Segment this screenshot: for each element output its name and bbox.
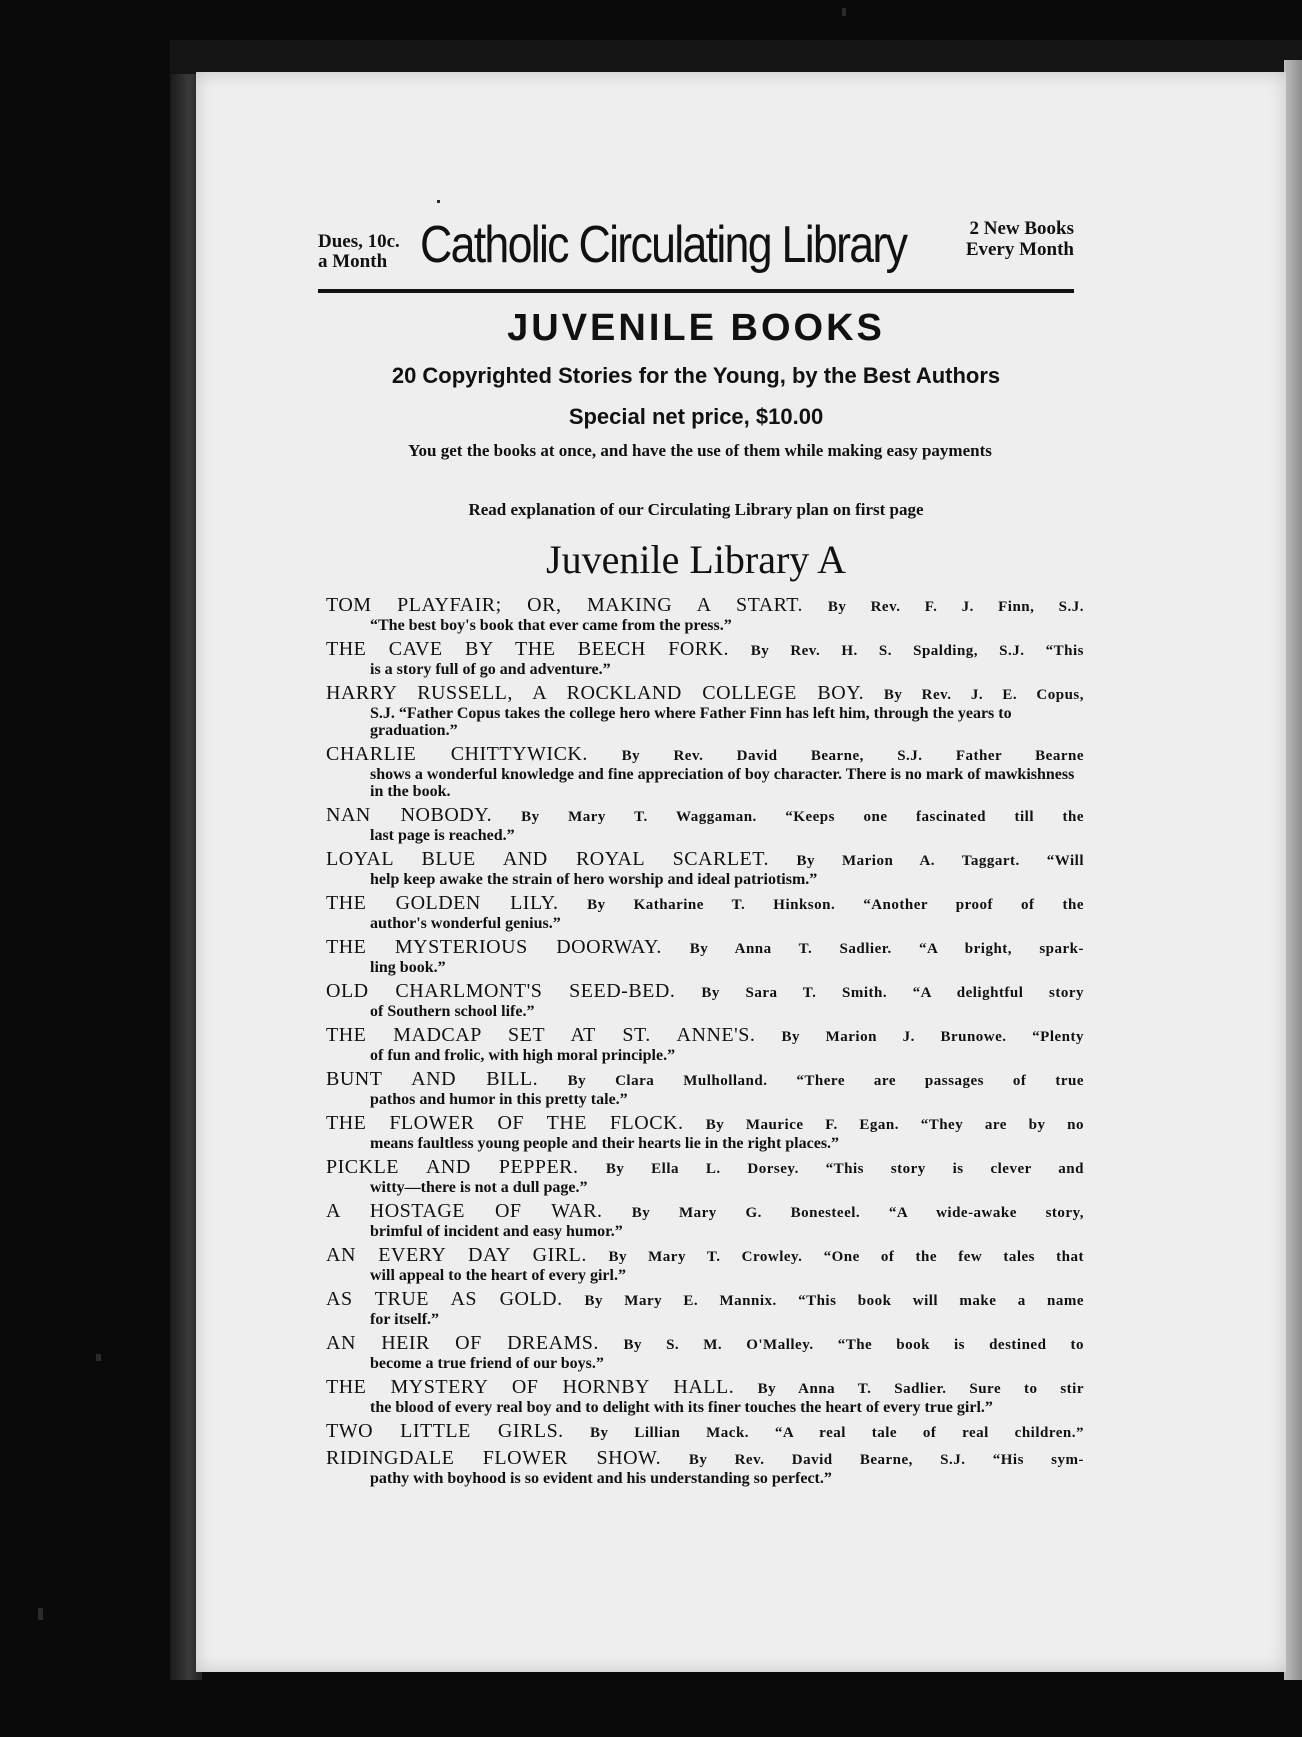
book-entry bbox=[326, 745, 1084, 800]
book-description: of fun and frolic, with high moral principle.” bbox=[370, 1047, 676, 1064]
book-description: is a story full of go and adventure.” bbox=[370, 661, 611, 678]
book-entry bbox=[326, 850, 1084, 888]
book-entry bbox=[326, 1422, 1084, 1443]
book-title: AS TRUE AS GOLD. bbox=[326, 1290, 563, 1310]
book-author-note: By Rev. David Bearne, S.J. “His sym- bbox=[688, 1452, 1084, 1468]
book-first-line bbox=[326, 938, 1084, 959]
book-entry bbox=[326, 640, 1084, 678]
book-description: help keep awake the strain of hero worship and ideal patriotism.” bbox=[370, 871, 818, 888]
explanation-note: Read explanation of our Circulating Library plan on first page bbox=[468, 500, 924, 519]
book-first-line bbox=[326, 640, 1084, 661]
book-entry bbox=[326, 1202, 1084, 1240]
book-first-line bbox=[326, 684, 1084, 705]
book-description: will appeal to the heart of every girl.” bbox=[370, 1267, 626, 1284]
book-title: THE GOLDEN LILY. bbox=[326, 894, 559, 914]
book-title: THE FLOWER OF THE FLOCK. bbox=[326, 1114, 684, 1134]
book-title: TOM PLAYFAIR; OR, MAKING A START. bbox=[326, 596, 804, 616]
book-author-note: By Mary G. Bonesteel. “A wide-awake story, bbox=[631, 1205, 1084, 1221]
book-first-line bbox=[326, 745, 1084, 766]
speck bbox=[437, 200, 440, 203]
page-headline: JUVENILE BOOKS bbox=[507, 307, 885, 349]
book-entry bbox=[326, 894, 1084, 932]
dues-line-1: Dues, 10c. bbox=[318, 231, 400, 252]
book-title: RIDINGDALE FLOWER SHOW. bbox=[326, 1449, 662, 1469]
book-first-line bbox=[326, 1202, 1084, 1223]
book-entry bbox=[326, 1158, 1084, 1196]
book-first-line bbox=[326, 1422, 1084, 1443]
book-entry bbox=[326, 982, 1084, 1020]
dues-notice bbox=[318, 232, 418, 272]
book-description: brimful of incident and easy humor.” bbox=[370, 1223, 623, 1240]
book-title: PICKLE AND PEPPER. bbox=[326, 1158, 579, 1178]
book-description: pathos and humor in this pretty tale.” bbox=[370, 1091, 628, 1108]
book-entry bbox=[326, 1246, 1084, 1284]
book-entry bbox=[326, 1290, 1084, 1328]
book-first-line bbox=[326, 1246, 1084, 1267]
book-entry bbox=[326, 596, 1084, 634]
book-author-note: By Mary E. Mannix. “This book will make a name bbox=[584, 1293, 1084, 1309]
book-entry bbox=[326, 684, 1084, 739]
book-title: HARRY RUSSELL, A ROCKLAND COLLEGE BOY. bbox=[326, 684, 865, 704]
book-author-note: By Rev. J. E. Copus, bbox=[883, 687, 1084, 703]
book-title: OLD CHARLMONT'S SEED-BED. bbox=[326, 982, 676, 1002]
book-title: A HOSTAGE OF WAR. bbox=[326, 1202, 603, 1222]
book-first-line bbox=[326, 1378, 1084, 1399]
book-entry bbox=[326, 1449, 1084, 1487]
book-first-line bbox=[326, 1449, 1084, 1470]
book-entry bbox=[326, 1026, 1084, 1064]
dues-line-2: a Month bbox=[318, 251, 388, 272]
book-description: “The best boy's book that ever came from the press.” bbox=[370, 617, 732, 634]
book-author-note: By Marion A. Taggart. “Will bbox=[796, 853, 1084, 869]
book-author-note: By Clara Mulholland. “There are passages of true bbox=[567, 1073, 1084, 1089]
library-title: Catholic Circulating Library bbox=[420, 216, 907, 274]
book-list bbox=[326, 596, 1084, 1493]
page-stack-edge bbox=[1284, 60, 1302, 1680]
book-author-note: By Ella L. Dorsey. “This story is clever and bbox=[605, 1161, 1084, 1177]
new-books-notice bbox=[934, 218, 1074, 260]
book-author-note: By Rev. F. J. Finn, S.J. bbox=[827, 599, 1084, 615]
book-first-line bbox=[326, 894, 1084, 915]
book-description: of Southern school life.” bbox=[370, 1003, 535, 1020]
book-author-note: By Maurice F. Egan. “They are by no bbox=[705, 1117, 1084, 1133]
book-description: last page is reached.” bbox=[370, 827, 515, 844]
book-description: shows a wonderful knowledge and fine appreciation of boy character. There is no mark of mawkishness in the book. bbox=[370, 766, 1075, 800]
book-description: witty—there is not a dull page.” bbox=[370, 1179, 588, 1196]
book-first-line bbox=[326, 982, 1084, 1003]
book-author-note: By S. M. O'Malley. “The book is destined to bbox=[623, 1337, 1084, 1353]
subtitle: 20 Copyrighted Stories for the Young, by the Best Authors bbox=[391, 363, 1001, 388]
book-title: THE MADCAP SET AT ST. ANNE'S. bbox=[326, 1026, 756, 1046]
book-description: for itself.” bbox=[370, 1311, 440, 1328]
book-title: THE MYSTERY OF HORNBY HALL. bbox=[326, 1378, 735, 1398]
book-title: LOYAL BLUE AND ROYAL SCARLET. bbox=[326, 850, 770, 870]
book-author-note: By Katharine T. Hinkson. “Another proof of the bbox=[587, 897, 1084, 913]
speck bbox=[842, 8, 846, 16]
book-title: CHARLIE CHITTYWICK. bbox=[326, 745, 588, 765]
book-description: become a true friend of our boys.” bbox=[370, 1355, 604, 1372]
book-author-note: By Rev. H. S. Spalding, S.J. “This bbox=[750, 643, 1084, 659]
book-entry bbox=[326, 1114, 1084, 1152]
masthead bbox=[318, 214, 1074, 280]
book-description: means faultless young people and their hearts lie in the right places.” bbox=[370, 1135, 840, 1152]
book-first-line bbox=[326, 850, 1084, 871]
new-books-line-1: 2 New Books bbox=[969, 218, 1074, 239]
book-first-line bbox=[326, 596, 1084, 617]
book-entry bbox=[326, 1070, 1084, 1108]
speck bbox=[38, 1608, 43, 1620]
book-entry bbox=[326, 1378, 1084, 1416]
book-entry bbox=[326, 806, 1084, 844]
book-first-line bbox=[326, 1158, 1084, 1179]
book-author-note: By Lillian Mack. “A real tale of real children.” bbox=[590, 1425, 1084, 1441]
book-title: TWO LITTLE GIRLS. bbox=[326, 1422, 564, 1442]
book-title: NAN NOBODY. bbox=[326, 806, 493, 826]
book-title: THE CAVE BY THE BEECH FORK. bbox=[326, 640, 730, 660]
book-title: AN EVERY DAY GIRL. bbox=[326, 1246, 587, 1266]
book-description: author's wonderful genius.” bbox=[370, 915, 561, 932]
book-description: pathy with boyhood is so evident and his understanding so perfect.” bbox=[370, 1470, 832, 1487]
book-author-note: By Marion J. Brunowe. “Plenty bbox=[781, 1029, 1084, 1045]
payment-note: You get the books at once, and have the use of them while making easy payments bbox=[408, 441, 992, 460]
book-description: S.J. “Father Copus takes the college hero where Father Finn has left him, through the years to graduation.” bbox=[370, 705, 1012, 739]
book-title: THE MYSTERIOUS DOORWAY. bbox=[326, 938, 662, 958]
book-first-line bbox=[326, 1290, 1084, 1311]
book-author-note: By Mary T. Waggaman. “Keeps one fascinated till the bbox=[521, 809, 1084, 825]
price-line: Special net price, $10.00 bbox=[568, 404, 824, 429]
masthead-rule bbox=[318, 289, 1074, 293]
library-heading: Juvenile Library A bbox=[546, 537, 846, 582]
book-first-line bbox=[326, 1334, 1084, 1355]
book-entry bbox=[326, 938, 1084, 976]
book-description: the blood of every real boy and to delight with its finer touches the heart of every true girl.” bbox=[370, 1399, 993, 1416]
book-author-note: By Sara T. Smith. “A delightful story bbox=[701, 985, 1084, 1001]
book-first-line bbox=[326, 1114, 1084, 1135]
book-first-line bbox=[326, 1070, 1084, 1091]
book-author-note: By Anna T. Sadlier. Sure to stir bbox=[757, 1381, 1084, 1397]
book-author-note: By Anna T. Sadlier. “A bright, spark- bbox=[689, 941, 1084, 957]
book-author-note: By Mary T. Crowley. “One of the few tales that bbox=[608, 1249, 1084, 1265]
book-first-line bbox=[326, 1026, 1084, 1047]
book-description: ling book.” bbox=[370, 959, 446, 976]
book-title: AN HEIR OF DREAMS. bbox=[326, 1334, 599, 1354]
book-entry bbox=[326, 1334, 1084, 1372]
book-first-line bbox=[326, 806, 1084, 827]
scan-top-border bbox=[170, 40, 1302, 74]
new-books-line-2: Every Month bbox=[965, 239, 1074, 260]
book-title: BUNT AND BILL. bbox=[326, 1070, 539, 1090]
book-author-note: By Rev. David Bearne, S.J. Father Bearne bbox=[621, 748, 1084, 764]
speck bbox=[96, 1354, 101, 1361]
